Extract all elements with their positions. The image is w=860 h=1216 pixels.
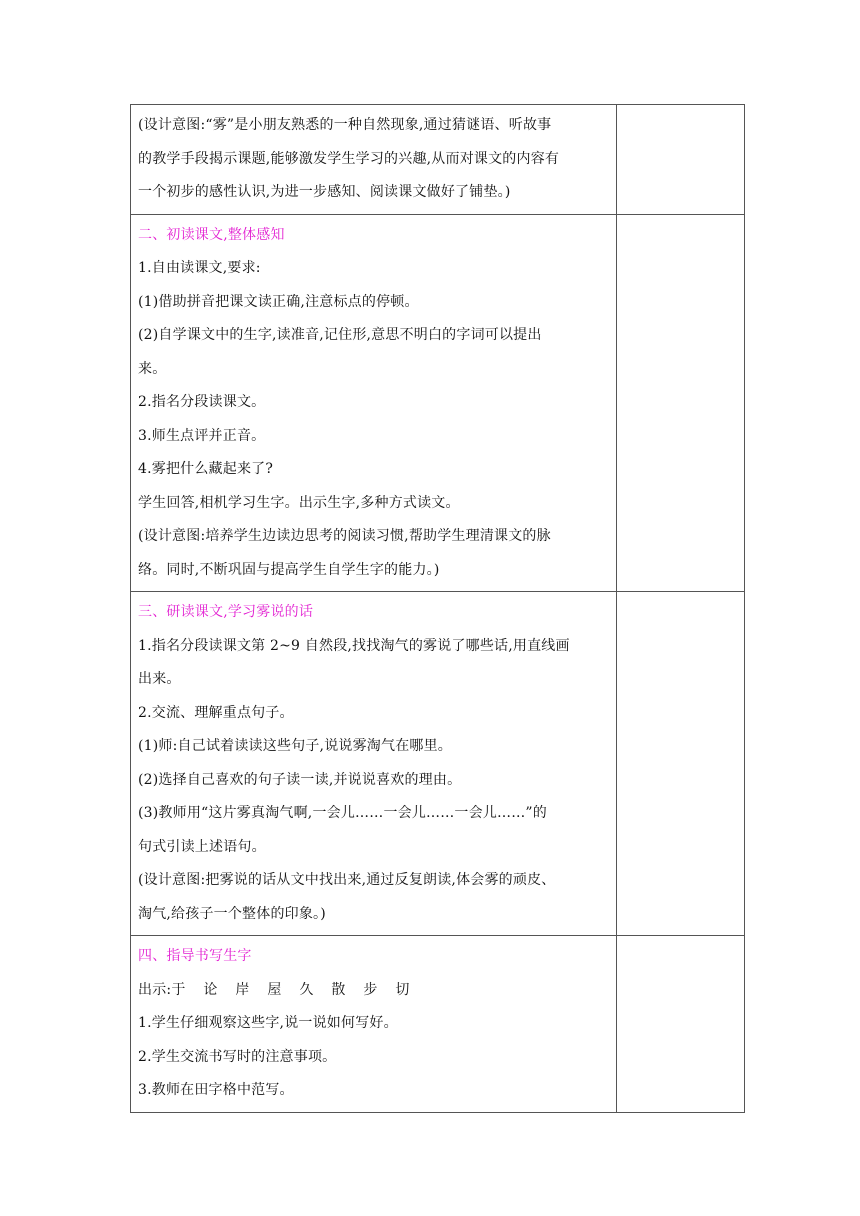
character: 于 xyxy=(171,981,186,998)
table-row xyxy=(131,592,745,936)
character-list-label: 出示: xyxy=(138,981,172,998)
notes-cell xyxy=(617,936,745,1113)
table-row xyxy=(131,936,745,1113)
text-line: (2)选择自己喜欢的句子读一读,并说说喜欢的理由。 xyxy=(138,771,462,788)
notes-cell xyxy=(617,214,745,592)
text-line: 一个初步的感性认识,为进一步感知、阅读课文做好了铺垫。) xyxy=(138,184,511,200)
text-line: (设计意图:培养学生边读边思考的阅读习惯,帮助学生理清课文的脉 xyxy=(138,528,551,544)
text-line: 2.学生交流书写时的注意事项。 xyxy=(138,1048,337,1065)
text-line: 1.自由读课文,要求: xyxy=(138,260,261,276)
notes-cell xyxy=(617,105,745,215)
text-line: 学生回答,相机学习生字。出示生字,多种方式读文。 xyxy=(138,494,460,511)
lesson-plan-table xyxy=(130,104,745,1113)
section-4-cell xyxy=(131,936,617,1113)
text-line: 2.交流、理解重点句子。 xyxy=(138,704,294,721)
section-heading: 二、初读课文,整体感知 xyxy=(138,226,285,243)
section-heading: 四、指导书写生字 xyxy=(138,948,252,964)
text-line: (3)教师用“这片雾真淘气啊,一会儿……一会儿……一会儿……”的 xyxy=(138,805,547,821)
text-line: 的教学手段揭示课题,能够激发学生学习的兴趣,从而对课文的内容有 xyxy=(138,150,560,167)
text-line: (1)借助拼音把课文读正确,注意标点的停顿。 xyxy=(138,293,419,310)
character: 岸 xyxy=(235,981,250,998)
text-line: 络。同时,不断巩固与提高学生自学生字的能力。) xyxy=(138,561,440,578)
character: 步 xyxy=(363,981,378,998)
section-3-cell xyxy=(131,592,617,936)
character: 屋 xyxy=(267,981,282,998)
table-row xyxy=(131,105,745,215)
text-line: (2)自学课文中的生字,读准音,记住形,意思不明白的字词可以提出 xyxy=(138,327,542,343)
character: 论 xyxy=(203,981,218,998)
character: 久 xyxy=(299,981,314,998)
text-line: (1)师:自己试着读读这些句子,说说雾淘气在哪里。 xyxy=(138,738,452,754)
text-line: (设计意图:“雾”是小朋友熟悉的一种自然现象,通过猜谜语、听故事 xyxy=(138,117,552,133)
text-line: 句式引读上述语句。 xyxy=(138,838,266,855)
character: 切 xyxy=(395,981,410,998)
text-line: 出来。 xyxy=(138,671,181,687)
text-line: 3.教师在田字格中范写。 xyxy=(138,1082,294,1098)
section-2-cell xyxy=(131,214,617,592)
table-row xyxy=(131,214,745,592)
text-line: 淘气,给孩子一个整体的印象。) xyxy=(138,905,326,922)
section-1-cell xyxy=(131,105,617,215)
section-heading: 三、研读课文,学习雾说的话 xyxy=(138,604,314,620)
text-line: 2.指名分段读课文。 xyxy=(138,394,266,410)
text-line: 来。 xyxy=(138,360,167,377)
text-line: (设计意图:把雾说的话从文中找出来,通过反复朗读,体会雾的顽皮、 xyxy=(138,872,556,888)
text-line: 4.雾把什么藏起来了? xyxy=(138,461,274,477)
character-list xyxy=(138,974,610,1008)
text-line: 3.师生点评并正音。 xyxy=(138,427,266,444)
character: 散 xyxy=(331,981,346,998)
text-line: 1.学生仔细观察这些字,说一说如何写好。 xyxy=(138,1015,398,1031)
text-line: 1.指名分段读课文第 2~9 自然段,找找淘气的雾说了哪些话,用直线画 xyxy=(138,637,570,654)
notes-cell xyxy=(617,592,745,936)
